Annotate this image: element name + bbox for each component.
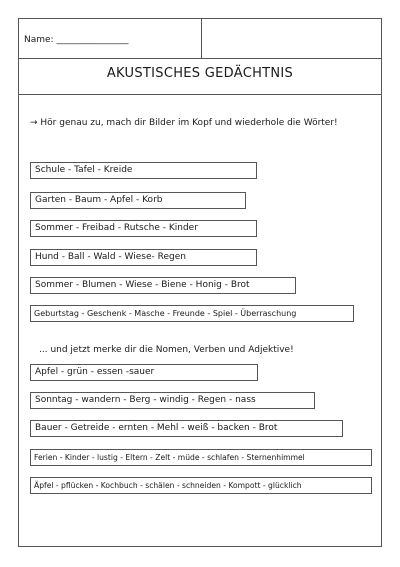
word-row-3: Sommer - Freibad - Rutsche - Kinder	[30, 220, 257, 237]
word-row-8: Sonntag - wandern - Berg - windig - Regen - nass	[30, 392, 315, 409]
title-divider	[19, 94, 381, 95]
section-subheading: ... und jetzt merke dir die Nomen, Verben und Adjektive!	[39, 345, 294, 355]
worksheet	[18, 18, 382, 547]
instruction-text: → Hör genau zu, mach dir Bilder im Kopf und wiederhole die Wörter!	[30, 118, 338, 128]
header-divider-vertical	[201, 19, 202, 58]
page-title: AKUSTISCHES GEDÄCHTNIS	[106, 66, 294, 81]
word-row-4: Hund - Ball - Wald - Wiese- Regen	[30, 249, 257, 266]
word-row-11: Äpfel - pflücken - Kochbuch - schälen - schneiden - Kompott - glücklich	[30, 477, 372, 494]
word-row-5: Sommer - Blumen - Wiese - Biene - Honig - Brot	[30, 277, 296, 294]
word-row-6: Geburtstag - Geschenk - Masche - Freunde - Spiel - Überraschung	[30, 305, 354, 322]
word-row-10: Ferien - Kinder - lustig - Eltern - Zelt - müde - schlafen - Sternenhimmel	[30, 449, 372, 466]
word-row-9: Bauer - Getreide - ernten - Mehl - weiß - backen - Brot	[30, 420, 343, 437]
word-row-1: Schule - Tafel - Kreide	[30, 162, 257, 179]
header-divider	[19, 58, 381, 59]
name-field-label: Name: ________________	[24, 35, 129, 45]
word-row-2: Garten - Baum - Apfel - Korb	[30, 192, 246, 209]
word-row-7: Apfel - grün - essen -sauer	[30, 364, 258, 381]
